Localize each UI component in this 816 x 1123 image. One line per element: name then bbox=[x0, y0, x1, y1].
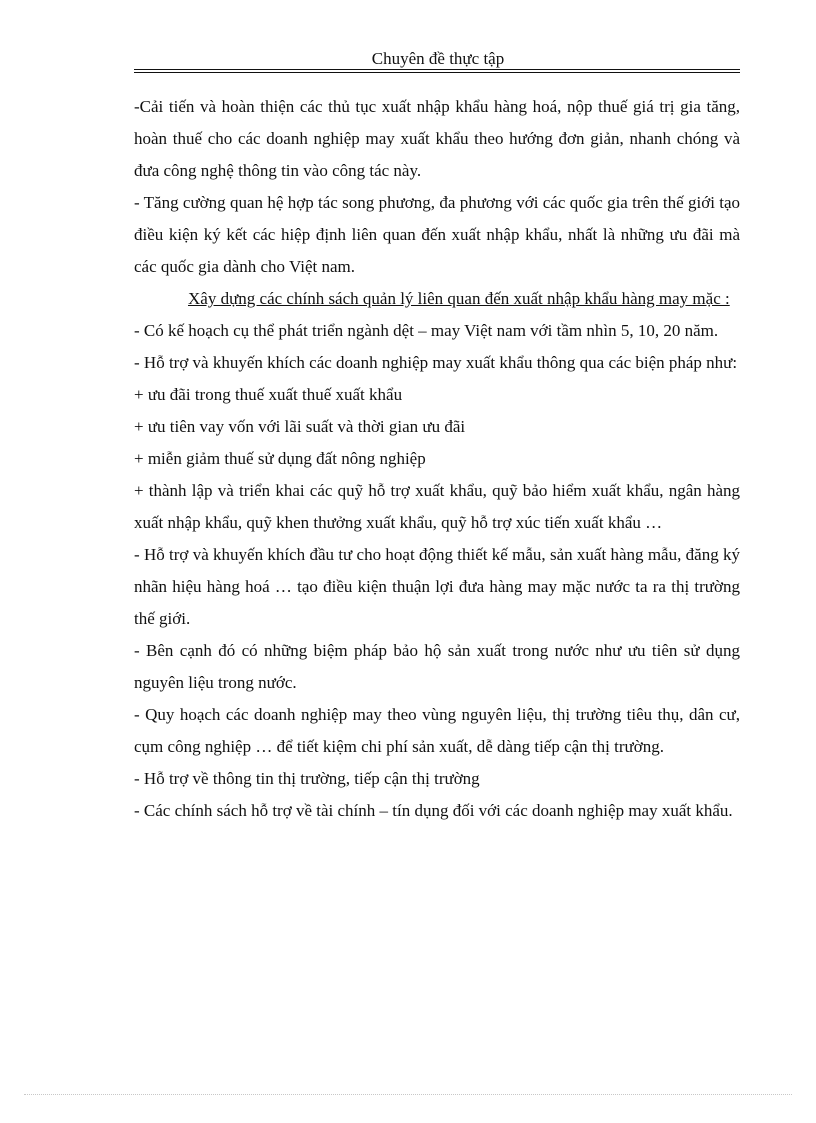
list-item-tax-incentive: + ưu đãi trong thuế xuất thuế xuất khẩu bbox=[134, 385, 403, 404]
paragraph-market-information: - Hỗ trợ về thông tin thị trường, tiếp cận thị trường bbox=[134, 769, 480, 788]
document-body bbox=[134, 91, 740, 827]
page-header-title: Chuyên đề thực tập bbox=[371, 49, 505, 68]
footer-dotted-rule bbox=[24, 1094, 792, 1095]
paragraph-financial-support: - Các chính sách hỗ trợ về tài chính – tín dụng đối với các doanh nghiệp may xuất khẩu. bbox=[134, 801, 733, 820]
paragraph-customs-procedures: -Cải tiến và hoàn thiện các thủ tục xuất nhập khẩu hàng hoá, nộp thuế giá trị gia tăng, hoàn thuế cho các doanh nghiệp may xuất khẩu theo hướng đơn giản, nhanh chóng và đưa công nghệ thông tin vào công tác này. bbox=[134, 97, 740, 180]
header-rule-bottom bbox=[134, 72, 740, 73]
paragraph-development-plan: - Có kế hoạch cụ thể phát triển ngành dệt – may Việt nam với tầm nhìn 5, 10, 20 năm. bbox=[134, 321, 719, 340]
paragraph-design-investment: - Hỗ trợ và khuyến khích đầu tư cho hoạt động thiết kế mẫu, sản xuất hàng mẫu, đăng ký nhãn hiệu hàng hoá … tạo điều kiện thuận lợi đưa hàng may mặc nước ta ra thị trường thế giới. bbox=[134, 545, 740, 628]
list-item-land-tax-exemption: + miễn giảm thuế sử dụng đất nông nghiệp bbox=[134, 449, 426, 468]
paragraph-domestic-protection: - Bên cạnh đó có những biệm pháp bảo hộ sản xuất trong nước như ưu tiên sử dụng nguyên liệu trong nước. bbox=[134, 641, 740, 692]
paragraph-regional-planning: - Quy hoạch các doanh nghiệp may theo vùng nguyên liệu, thị trường tiêu thụ, dân cư, cụm công nghiệp … để tiết kiệm chi phí sản xuất, dễ dàng tiếp cận thị trường. bbox=[134, 705, 740, 756]
section-heading-management-policies: Xây dựng các chính sách quản lý liên quan đến xuất nhập khẩu hàng may mặc : bbox=[188, 289, 730, 308]
paragraph-support-measures: - Hỗ trợ và khuyến khích các doanh nghiệp may xuất khẩu thông qua các biện pháp như: bbox=[134, 353, 738, 372]
list-item-export-funds: + thành lập và triển khai các quỹ hỗ trợ xuất khẩu, quỹ bảo hiểm xuất khẩu, ngân hàng xuất nhập khẩu, quỹ khen thưởng xuất khẩu, quỹ hỗ trợ xúc tiến xuất khẩu … bbox=[134, 481, 740, 532]
list-item-loan-priority: + ưu tiên vay vốn với lãi suất và thời gian ưu đãi bbox=[134, 417, 466, 436]
header-rule-top bbox=[134, 69, 740, 70]
paragraph-bilateral-cooperation: - Tăng cường quan hệ hợp tác song phương, đa phương với các quốc gia trên thế giới tạo điều kiện ký kết các hiệp định liên quan đến xuất nhập khẩu, nhất là những ưu đãi mà các quốc gia dành cho Việt nam. bbox=[134, 193, 740, 276]
